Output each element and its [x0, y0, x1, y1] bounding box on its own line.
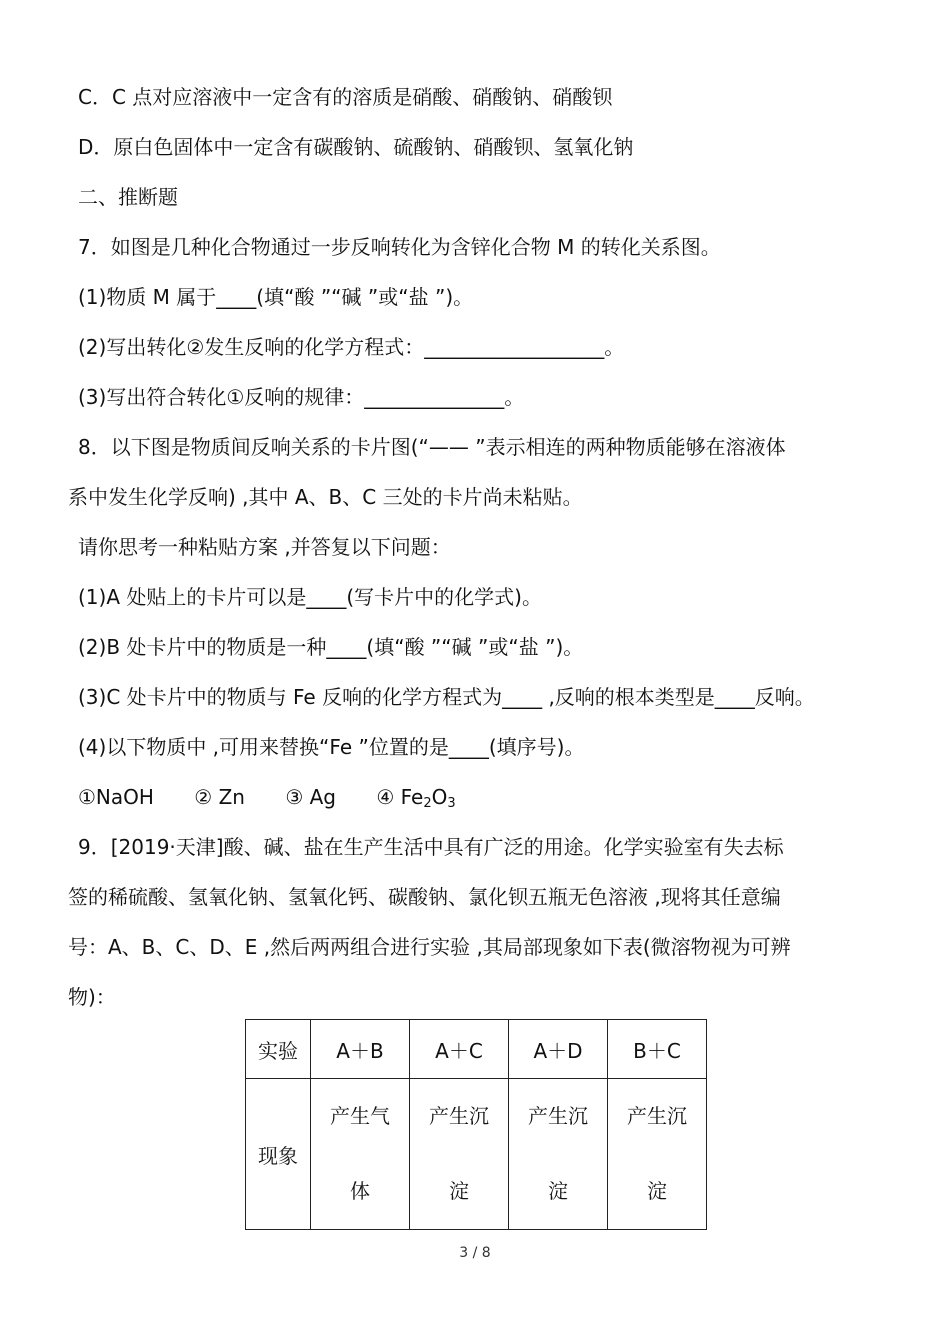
- table-cell: 产生沉 淀: [509, 1079, 608, 1230]
- table-header-cell: A＋C: [410, 1020, 509, 1079]
- line-d: D．原白色固体中一定含有碳酸钠、硫酸钠、硝酸钡、氢氧化钠: [78, 135, 634, 159]
- q7: 7．如图是几种化合物通过一步反响转化为含锌化合物 M 的转化关系图。: [78, 235, 721, 259]
- option-1: ①NaOH: [78, 785, 154, 809]
- q9-cont-3: 物)：: [68, 985, 116, 1009]
- q9: 9．[2019·天津]酸、碱、盐在生产生活中具有广泛的用途。化学实验室有失去标: [78, 835, 784, 859]
- q9-cont-2: 号：A、B、C、D、E ,然后两两组合进行实验 ,其局部现象如下表(微溶物视为可辨: [68, 935, 791, 959]
- table-cell: 产生沉 淀: [608, 1079, 707, 1230]
- experiment-table: [245, 1019, 707, 1230]
- q8-4: (4)以下物质中 ,可用来替换“Fe ”位置的是____(填序号)。: [78, 735, 585, 759]
- table-cell: 产生气 体: [311, 1079, 410, 1230]
- table-header-cell: A＋B: [311, 1020, 410, 1079]
- table-cell: 产生沉 淀: [410, 1079, 509, 1230]
- q8-options: [78, 782, 490, 819]
- q7-2: (2)写出转化②发生反响的化学方程式：__________________。: [78, 335, 625, 359]
- table-header-row: [246, 1020, 707, 1079]
- q8-1: (1)A 处贴上的卡片可以是____(写卡片中的化学式)。: [78, 585, 542, 609]
- q9-cont-1: 签的稀硫酸、氢氧化钠、氢氧化钙、碳酸钠、氯化钡五瓶无色溶液 ,现将其任意编: [68, 885, 781, 909]
- table-header-cell: A＋D: [509, 1020, 608, 1079]
- page-number: 3 / 8: [459, 1245, 491, 1261]
- q8-2: (2)B 处卡片中的物质是一种____(填“酸 ”“碱 ”或“盐 ”)。: [78, 635, 584, 659]
- table-row-label: 现象: [246, 1079, 311, 1230]
- option-4: ④ $Fe_2O_3$: [376, 785, 456, 811]
- q7-1: (1)物质 M 属于____(填“酸 ”“碱 ”或“盐 ”)。: [78, 285, 474, 309]
- q8: 8．以下图是物质间反响关系的卡片图(“—— ”表示相连的两种物质能够在溶液体: [78, 435, 786, 459]
- option-3: ③ Ag: [285, 785, 336, 809]
- table-header-cell: 实验: [246, 1020, 311, 1079]
- q8-prompt: 请你思考一种粘贴方案 ,并答复以下问题：: [78, 535, 451, 559]
- table-header-cell: B＋C: [608, 1020, 707, 1079]
- q7-3: (3)写出符合转化①反响的规律：______________。: [78, 385, 525, 409]
- q8-3: (3)C 处卡片中的物质与 Fe 反响的化学方程式为____ ,反响的根本类型是____反响。: [78, 685, 815, 709]
- table-row: [246, 1079, 707, 1230]
- line-c: C．C 点对应溶液中一定含有的溶质是硝酸、硝酸钠、硝酸钡: [78, 85, 613, 109]
- option-2: ② Zn: [194, 785, 245, 809]
- section-heading: 二、推断题: [78, 185, 178, 209]
- q8-cont: 系中发生化学反响) ,其中 A、B、C 三处的卡片尚未粘贴。: [68, 485, 583, 509]
